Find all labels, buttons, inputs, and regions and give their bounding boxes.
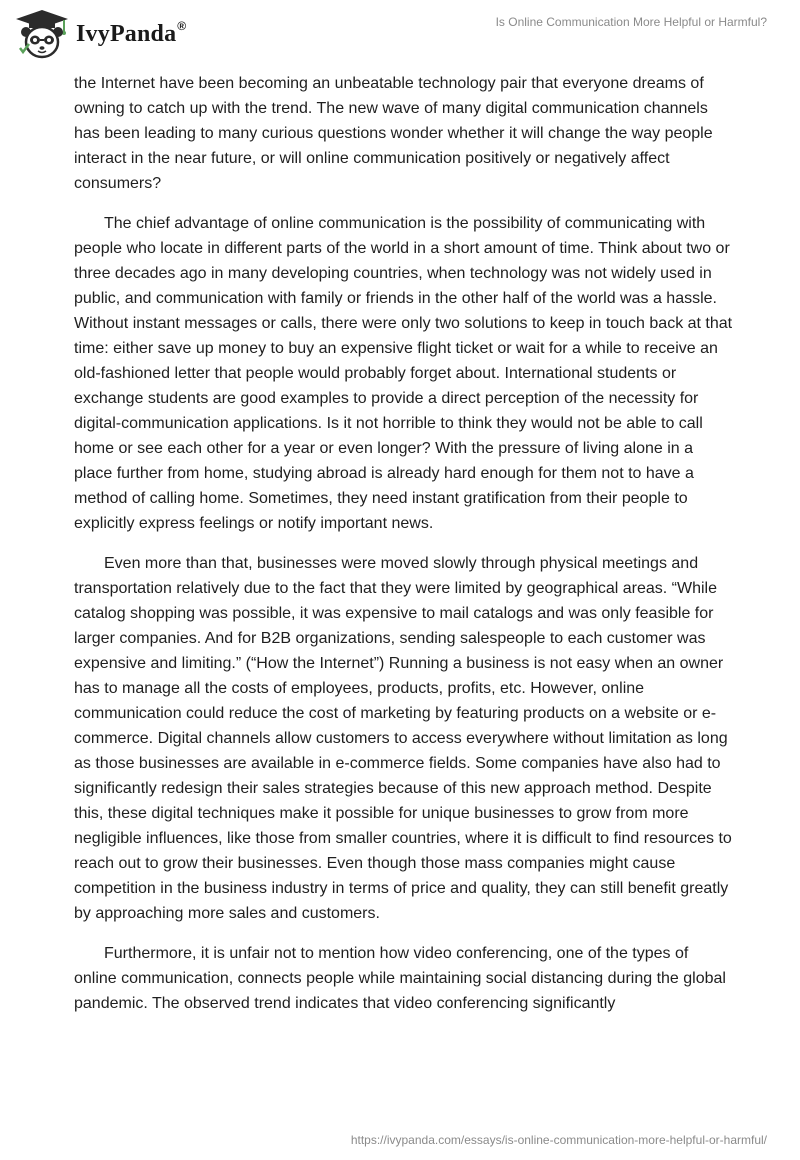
panda-graduate-icon — [14, 8, 70, 60]
source-url[interactable]: https://ivypanda.com/essays/is-online-communication-more-helpful-or-harmful/ — [350, 1133, 767, 1147]
brand-name: IvyPanda® — [76, 18, 187, 47]
page-header — [0, 0, 800, 70]
logo[interactable] — [14, 8, 186, 60]
document-title: Is Online Communication More Helpful or Harmful? — [495, 15, 767, 29]
article-body — [74, 71, 734, 1031]
paragraph: The chief advantage of online communication is the possibility of communicating with people who locate in different parts of the world in a short amount of time. Think about two or three decades ago in many developing countries, when technology was not widely used in public, and communication with family or friends in the other half of the world was a hassle. Without instant messages or calls, there were only two solutions to keep in touch back at that time: either save up money to buy an expensive flight ticket or wait for a while to receive an old-fashioned letter that people would probably forget about. International students or exchange students are good examples to provide a direct perception of the necessity for digital-communication applications. Is it not horrible to think they would not be able to call home or see each other for a year or even longer? With the pressure of living alone in a place further from home, studying abroad is already hard enough for them not to have a method of calling home. Sometimes, they need instant gratification from their people to explicitly express feelings or notify important news. — [74, 215, 733, 532]
paragraph: the Internet have been becoming an unbeatable technology pair that everyone dreams of owning to catch up with the trend. The new wave of many digital communication channels has been leading to many curious questions wonder whether it will change the way people interact in the near future, or will online communication positively or negatively affect consumers? — [74, 75, 713, 192]
paragraph: Furthermore, it is unfair not to mention how video conferencing, one of the types of online communication, connects people while maintaining social distancing during the global pandemic. The observed trend indicates that video conferencing significantly — [74, 945, 726, 1012]
paragraph: Even more than that, businesses were moved slowly through physical meetings and transportation relatively due to the fact that they were limited by geographical areas. “While catalog shopping was possible, it was expensive to mail catalogs and was only feasible for larger companies. And for B2B organizations, sending salespeople to each customer was expensive and limiting.” (“How the Internet”) Running a business is not easy when an owner has to manage all the costs of employees, products, profits, etc. However, online communication could reduce the cost of marketing by featuring products on a website or e-commerce. Digital channels allow customers to access everywhere without limitation as long as those businesses are available in e-commerce fields. Some companies have also had to significantly redesign their sales strategies because of this new approach method. Despite this, these digital techniques make it possible for unique businesses to grow from more negligible influences, like those from smaller countries, where it is difficult to find resources to reach out to grow their businesses. Even though those mass companies might cause competition in the business industry in terms of price and quality, they can still benefit greatly by approaching more sales and customers. — [74, 555, 732, 922]
